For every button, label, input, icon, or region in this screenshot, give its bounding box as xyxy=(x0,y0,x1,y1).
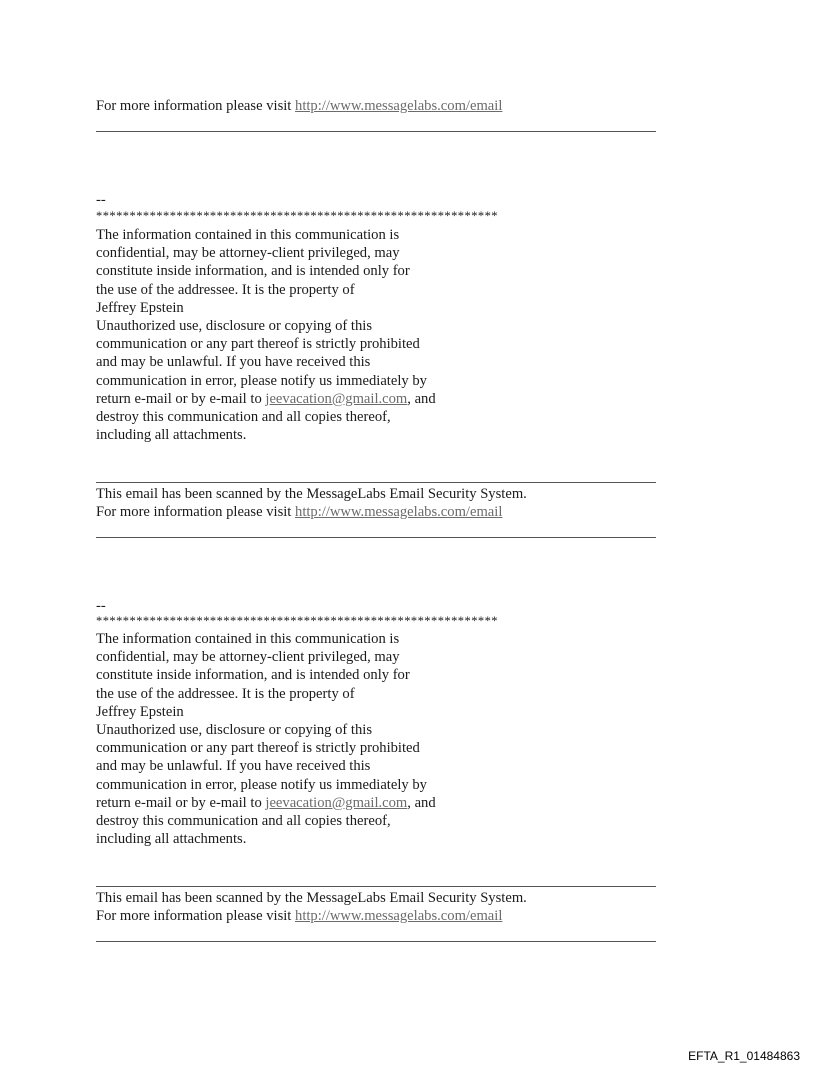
disclaimer-line: The information contained in this communication is xyxy=(96,227,400,243)
disclaimer-line: Unauthorized use, disclosure or copying of this xyxy=(96,318,373,335)
disclaimer-line: Jeffrey Epstein xyxy=(96,299,184,316)
disclaimer-line: and may be unlawful. If you have received this xyxy=(96,354,371,371)
more-info-line xyxy=(96,503,502,521)
disclaimer-line: destroy this communication and all copies thereof, xyxy=(96,813,391,830)
disclaimer-line: the use of the addressee. It is the property of xyxy=(96,685,355,702)
messagelabs-link[interactable]: http://www.messagelabs.com/email xyxy=(295,504,503,520)
asterisk-separator: ************************************************************ xyxy=(96,614,498,628)
disclaimer-return-line xyxy=(96,794,436,812)
disclaimer-line: and may be unlawful. If you have received this xyxy=(96,758,371,775)
disclaimer-line: destroy this communication and all copies thereof, xyxy=(96,409,391,426)
scanned-notice: This email has been scanned by the MessageLabs Email Security System. xyxy=(96,890,527,906)
disclaimer-line: including all attachments. xyxy=(96,427,247,444)
disclaimer-line: communication in error, please notify us immediately by xyxy=(96,372,427,389)
disclaimer-line: confidential, may be attorney-client privileged, may xyxy=(96,245,400,262)
disclaimer-line: constitute inside information, and is intended only for xyxy=(96,667,410,684)
disclaimer-return-line xyxy=(96,390,436,408)
divider-rule xyxy=(96,537,656,538)
more-info-prefix: For more information please visit xyxy=(96,908,296,924)
top-more-info-line xyxy=(96,97,502,115)
divider-rule xyxy=(96,886,656,887)
disclaimer-line: Unauthorized use, disclosure or copying of this xyxy=(96,722,373,739)
return-prefix: return e-mail or by e-mail to xyxy=(96,794,266,811)
email-link[interactable]: jeevacation@gmail.com xyxy=(265,794,408,811)
confidentiality-disclaimer xyxy=(96,226,436,444)
more-info-line xyxy=(96,907,502,925)
disclaimer-line: communication or any part thereof is strictly prohibited xyxy=(96,336,420,353)
return-suffix: , and xyxy=(407,794,436,811)
return-suffix: , and xyxy=(407,390,436,407)
document-id: EFTA_R1_01484863 xyxy=(688,1049,800,1063)
signature-dashes: -- xyxy=(96,598,106,614)
more-info-prefix: For more information please visit xyxy=(96,98,296,114)
divider-rule xyxy=(96,482,656,483)
divider-rule xyxy=(96,131,656,132)
messagelabs-link[interactable]: http://www.messagelabs.com/email xyxy=(295,98,503,114)
disclaimer-line: communication or any part thereof is strictly prohibited xyxy=(96,740,420,757)
divider-rule xyxy=(96,941,656,942)
confidentiality-disclaimer xyxy=(96,630,436,848)
asterisk-separator: ************************************************************ xyxy=(96,209,498,223)
disclaimer-line: The information contained in this communication is xyxy=(96,631,400,647)
scanned-notice: This email has been scanned by the MessageLabs Email Security System. xyxy=(96,486,527,502)
disclaimer-line: confidential, may be attorney-client privileged, may xyxy=(96,649,400,666)
disclaimer-line: constitute inside information, and is intended only for xyxy=(96,263,410,280)
disclaimer-line: including all attachments. xyxy=(96,831,247,848)
disclaimer-line: the use of the addressee. It is the property of xyxy=(96,281,355,298)
disclaimer-line: Jeffrey Epstein xyxy=(96,703,184,720)
messagelabs-link[interactable]: http://www.messagelabs.com/email xyxy=(295,908,503,924)
return-prefix: return e-mail or by e-mail to xyxy=(96,390,266,407)
more-info-prefix: For more information please visit xyxy=(96,504,296,520)
signature-dashes: -- xyxy=(96,192,106,208)
disclaimer-line: communication in error, please notify us immediately by xyxy=(96,776,427,793)
email-link[interactable]: jeevacation@gmail.com xyxy=(265,390,408,407)
